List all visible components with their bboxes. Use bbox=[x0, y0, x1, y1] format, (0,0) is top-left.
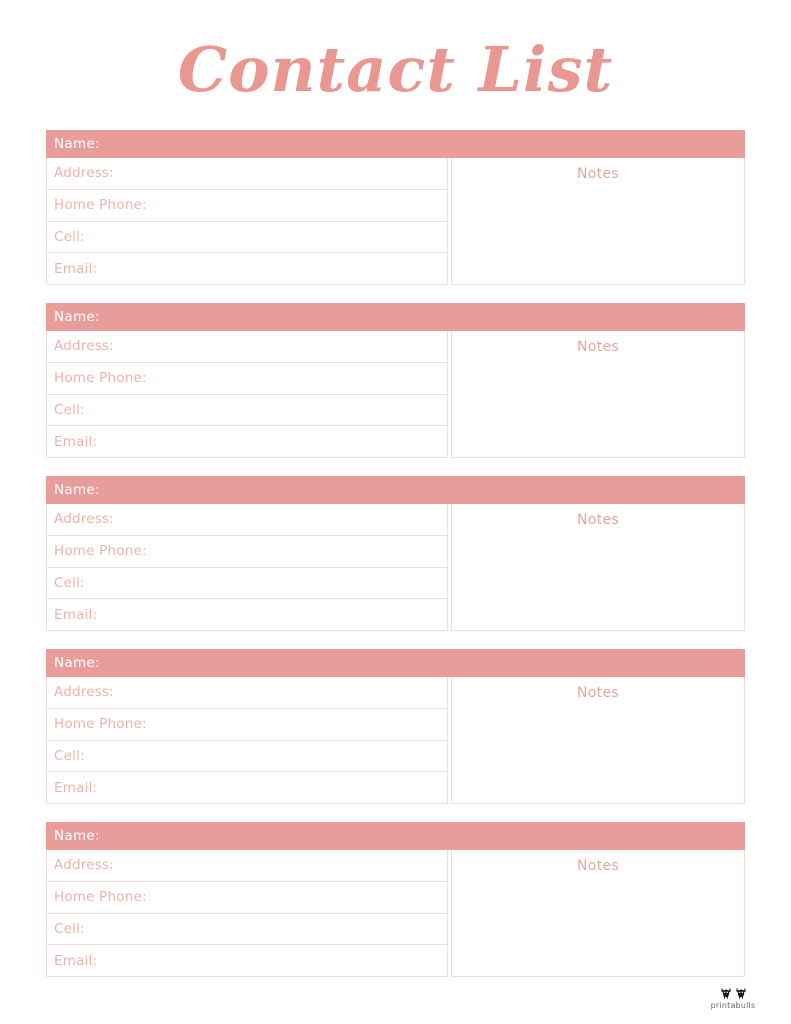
brand-logo bbox=[697, 986, 769, 1010]
contact-field-label: Cell: bbox=[54, 228, 85, 245]
notes-label: Notes bbox=[577, 339, 619, 355]
contact-name-bar[interactable] bbox=[46, 130, 745, 158]
contact-field-row[interactable] bbox=[47, 190, 448, 222]
contact-name-bar[interactable] bbox=[46, 303, 745, 331]
contact-block-body bbox=[46, 850, 745, 977]
contact-block bbox=[46, 822, 745, 977]
contact-field-label: Email: bbox=[54, 606, 98, 623]
contact-name-label: Name: bbox=[54, 136, 100, 152]
contact-fields-column bbox=[46, 158, 448, 285]
contact-field-row[interactable] bbox=[47, 363, 448, 395]
contact-fields-column bbox=[46, 331, 448, 458]
contact-block-list bbox=[46, 130, 745, 995]
contact-name-bar[interactable] bbox=[46, 649, 745, 677]
notes-area[interactable] bbox=[451, 158, 745, 285]
contact-name-bar[interactable] bbox=[46, 822, 745, 850]
contact-block-body bbox=[46, 158, 745, 285]
notes-area[interactable] bbox=[451, 850, 745, 977]
contact-name-label: Name: bbox=[54, 655, 100, 671]
contact-field-row[interactable] bbox=[47, 882, 448, 914]
contact-field-row[interactable] bbox=[47, 504, 448, 536]
contact-field-label: Address: bbox=[54, 684, 114, 701]
contact-name-label: Name: bbox=[54, 482, 100, 498]
bull-terrier-head-icon bbox=[735, 987, 747, 1000]
contact-field-row[interactable] bbox=[47, 158, 448, 190]
contact-field-label: Home Phone: bbox=[54, 716, 147, 733]
contact-field-label: Cell: bbox=[54, 574, 85, 591]
contact-field-label: Home Phone: bbox=[54, 543, 147, 560]
contact-field-row[interactable] bbox=[47, 709, 448, 741]
notes-label: Notes bbox=[577, 166, 619, 182]
contact-field-label: Email: bbox=[54, 952, 98, 969]
contact-field-row[interactable] bbox=[47, 741, 448, 773]
contact-field-row[interactable] bbox=[47, 568, 448, 600]
notes-label: Notes bbox=[577, 858, 619, 874]
contact-fields-column bbox=[46, 677, 448, 804]
contact-field-row[interactable] bbox=[47, 772, 448, 804]
contact-block-body bbox=[46, 331, 745, 458]
contact-field-label: Address: bbox=[54, 511, 114, 528]
notes-area[interactable] bbox=[451, 677, 745, 804]
contact-fields-column bbox=[46, 504, 448, 631]
contact-fields-column bbox=[46, 850, 448, 977]
contact-name-bar[interactable] bbox=[46, 476, 745, 504]
contact-block-body bbox=[46, 504, 745, 631]
notes-label: Notes bbox=[577, 685, 619, 701]
contact-field-row[interactable] bbox=[47, 599, 448, 631]
contact-field-row[interactable] bbox=[47, 536, 448, 568]
page-title: Contact List bbox=[177, 33, 614, 106]
contact-block bbox=[46, 303, 745, 458]
logo-icon-group bbox=[697, 986, 769, 1000]
contact-field-row[interactable] bbox=[47, 331, 448, 363]
contact-field-label: Home Phone: bbox=[54, 889, 147, 906]
contact-field-label: Email: bbox=[54, 260, 98, 277]
contact-field-row[interactable] bbox=[47, 222, 448, 254]
contact-field-label: Address: bbox=[54, 338, 114, 355]
contact-field-row[interactable] bbox=[47, 426, 448, 458]
contact-field-label: Email: bbox=[54, 433, 98, 450]
contact-name-label: Name: bbox=[54, 309, 100, 325]
contact-block bbox=[46, 649, 745, 804]
contact-field-label: Home Phone: bbox=[54, 370, 147, 387]
contact-field-label: Home Phone: bbox=[54, 197, 147, 214]
contact-block bbox=[46, 476, 745, 631]
contact-field-row[interactable] bbox=[47, 253, 448, 285]
contact-name-label: Name: bbox=[54, 828, 100, 844]
notes-label: Notes bbox=[577, 512, 619, 528]
contact-field-label: Address: bbox=[54, 857, 114, 874]
contact-field-label: Cell: bbox=[54, 401, 85, 418]
contact-block-body bbox=[46, 677, 745, 804]
brand-name: printabulls bbox=[710, 1001, 756, 1010]
notes-area[interactable] bbox=[451, 331, 745, 458]
bull-terrier-head-icon bbox=[720, 987, 732, 1000]
notes-area[interactable] bbox=[451, 504, 745, 631]
contact-field-row[interactable] bbox=[47, 914, 448, 946]
contact-field-label: Cell: bbox=[54, 747, 85, 764]
contact-field-row[interactable] bbox=[47, 395, 448, 427]
contact-field-label: Email: bbox=[54, 779, 98, 796]
contact-field-label: Address: bbox=[54, 165, 114, 182]
contact-block bbox=[46, 130, 745, 285]
contact-field-label: Cell: bbox=[54, 920, 85, 937]
contact-field-row[interactable] bbox=[47, 850, 448, 882]
contact-field-row[interactable] bbox=[47, 945, 448, 977]
contact-field-row[interactable] bbox=[47, 677, 448, 709]
